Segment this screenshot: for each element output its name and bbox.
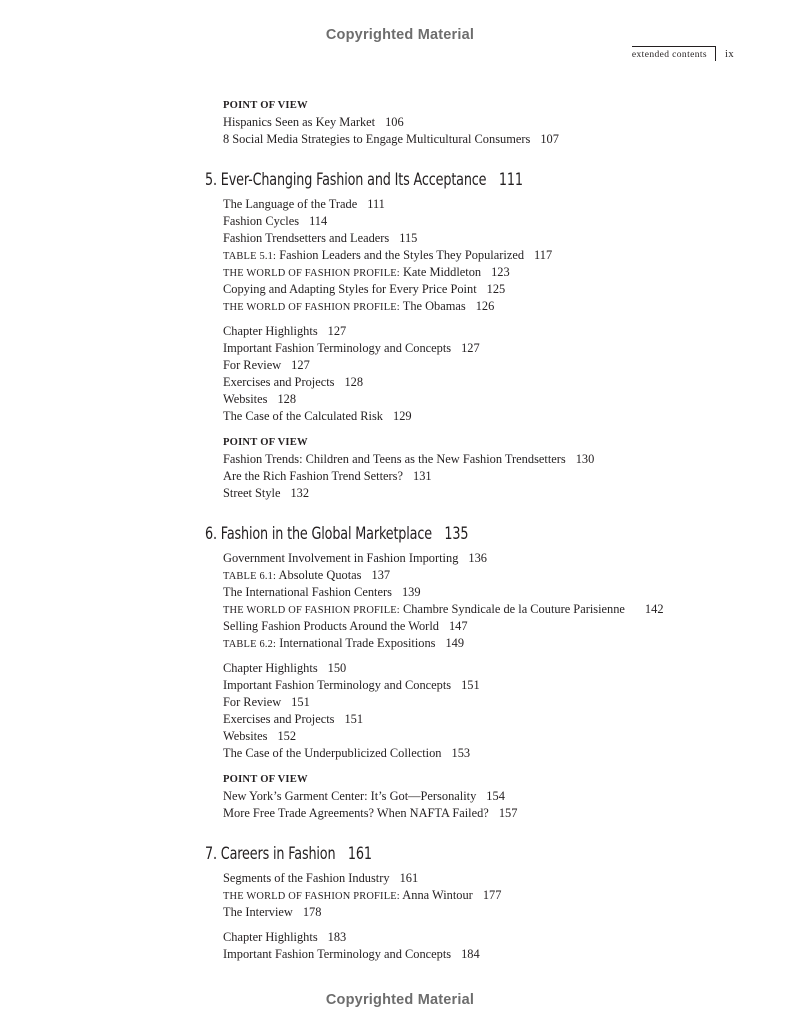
toc-entry [223,391,296,408]
toc-entry [223,728,296,745]
toc-entry [223,635,464,653]
entry-text: Kate Middleton [402,265,482,279]
toc-entry [223,298,494,316]
entry-text: Chambre Syndicale de la Couture Parisienne [402,602,625,616]
entry-page: 127 [291,358,310,372]
entry-page: 157 [498,806,518,820]
toc-entry [223,340,480,357]
chapter-heading-7 [205,844,372,863]
toc-entry [223,374,363,391]
entry-page: 151 [291,695,310,709]
point-of-view-label: POINT OF VIEW [223,100,308,111]
entry-page: 128 [344,375,364,389]
toc-entry [223,677,480,694]
entry-page: 154 [486,789,505,803]
toc-entry [223,323,346,340]
toc-entry [223,887,501,905]
entry-page: 149 [445,636,465,650]
entry-page: 151 [344,712,364,726]
toc-entry [223,601,664,619]
entry-page: 132 [290,486,310,500]
entry-text: The Obamas [402,299,466,313]
entry-text: For Review [223,695,282,709]
copyright-watermark-bottom: Copyrighted Material [325,992,475,1008]
entry-prefix: TABLE 6.2: [223,639,277,650]
entry-page: 129 [393,409,412,423]
chapter-page: 135 [444,524,469,543]
toc-entry [223,904,321,921]
copyright-watermark-top: Copyrighted Material [325,27,475,43]
toc-entry [223,870,418,887]
entry-text: Exercises and Projects [223,712,335,726]
toc-entry [223,114,404,131]
entry-text: International Trade Expositions [279,636,436,650]
toc-entry [223,213,327,230]
entry-text: Fashion Leaders and the Styles They Popularized [279,248,525,262]
toc-entry [223,550,487,567]
running-header-label: extended contents [632,46,715,60]
entry-prefix: THE WORLD OF FASHION PROFILE: [223,302,400,313]
entry-page: 111 [367,197,385,211]
entry-text: Fashion Trends: Children and Teens as the New Fashion Trendsetters [223,452,566,466]
toc-entry [223,451,594,468]
entry-text: New York’s Garment Center: It’s Got—Personality [223,789,477,803]
entry-page: 152 [277,729,297,743]
entry-page: 115 [399,231,418,245]
entry-prefix: TABLE 5.1: [223,251,277,262]
toc-entry [223,264,510,282]
entry-text: Important Fashion Terminology and Concepts [223,947,452,961]
toc-entry [223,618,468,635]
entry-text: Government Involvement in Fashion Importing [223,551,459,565]
page-number: ix [725,49,734,60]
entry-text: Fashion Trendsetters and Leaders [223,231,390,245]
entry-text: Exercises and Projects [223,375,335,389]
entry-page: 128 [277,392,297,406]
chapter-title: 7. Careers in Fashion [205,844,336,863]
entry-text: Segments of the Fashion Industry [223,871,390,885]
point-of-view-label: POINT OF VIEW [223,774,308,785]
entry-page: 131 [413,469,432,483]
entry-page: 139 [401,585,421,599]
entry-page: 107 [540,132,559,146]
chapter-page: 111 [498,170,523,189]
entry-page: 147 [448,619,468,633]
entry-text: The International Fashion Centers [223,585,392,599]
chapter-heading-6 [205,524,468,543]
entry-text: Chapter Highlights [223,930,318,944]
toc-entry [223,131,559,148]
entry-text: Hispanics Seen as Key Market [223,115,376,129]
entry-text: The Interview [223,905,293,919]
toc-entry [223,788,505,805]
entry-text: Fashion Cycles [223,214,300,228]
entry-text: Important Fashion Terminology and Concepts [223,341,452,355]
running-header [632,46,734,64]
toc-entry [223,584,421,601]
chapter-title: 6. Fashion in the Global Marketplace [205,524,432,543]
toc-entry [223,485,309,502]
entry-text: Selling Fashion Products Around the World [223,619,439,633]
toc-entry [223,567,390,585]
header-divider [715,46,716,61]
entry-page: 106 [385,115,404,129]
entry-page: 125 [486,282,506,296]
entry-text: Copying and Adapting Styles for Every Price Point [223,282,477,296]
entry-page: 151 [461,678,480,692]
chapter-heading-5 [205,170,523,189]
entry-text: For Review [223,358,282,372]
entry-text: Anna Wintour [402,888,473,902]
toc-entry [223,946,480,963]
point-of-view-label: POINT OF VIEW [223,437,308,448]
toc-entry [223,196,385,213]
entry-page: 161 [399,871,419,885]
entry-page: 184 [461,947,480,961]
entry-text: Chapter Highlights [223,324,318,338]
entry-text: More Free Trade Agreements? When NAFTA Failed? [223,806,489,820]
entry-text: Chapter Highlights [223,661,318,675]
entry-page: 123 [491,265,510,279]
entry-page: 126 [475,299,495,313]
entry-text: Street Style [223,486,281,500]
entry-text: Websites [223,729,268,743]
toc-entry [223,281,505,298]
entry-page: 117 [534,248,553,262]
toc-entry [223,694,310,711]
entry-page: 142 [644,602,664,616]
toc-entry [223,745,470,762]
toc-entry [223,929,346,946]
entry-text: 8 Social Media Strategies to Engage Multicultural Consumers [223,132,531,146]
entry-text: The Case of the Underpublicized Collection [223,746,442,760]
toc-entry [223,408,412,425]
toc-entry [223,711,363,728]
entry-page: 114 [309,214,328,228]
toc-entry [223,357,310,374]
entry-page: 177 [482,888,502,902]
entry-prefix: THE WORLD OF FASHION PROFILE: [223,605,400,616]
entry-text: Are the Rich Fashion Trend Setters? [223,469,403,483]
toc-entry [223,247,552,265]
entry-page: 153 [451,746,471,760]
entry-page: 127 [461,341,480,355]
entry-prefix: TABLE 6.1: [223,571,277,582]
entry-page: 183 [327,930,347,944]
entry-text: The Case of the Calculated Risk [223,409,384,423]
entry-text: Absolute Quotas [278,568,362,582]
toc-entry [223,805,517,822]
entry-page: 136 [468,551,487,565]
entry-text: Websites [223,392,268,406]
entry-text: The Language of the Trade [223,197,358,211]
toc-entry [223,468,432,485]
entry-page: 178 [302,905,322,919]
toc-entry [223,660,346,677]
entry-page: 130 [575,452,595,466]
entry-page: 127 [327,324,347,338]
toc-entry [223,230,417,247]
entry-page: 150 [327,661,347,675]
entry-page: 137 [371,568,391,582]
chapter-title: 5. Ever-Changing Fashion and Its Acceptance [205,170,487,189]
chapter-page: 161 [347,844,372,863]
entry-text: Important Fashion Terminology and Concepts [223,678,452,692]
entry-prefix: THE WORLD OF FASHION PROFILE: [223,268,400,279]
entry-prefix: THE WORLD OF FASHION PROFILE: [223,891,400,902]
